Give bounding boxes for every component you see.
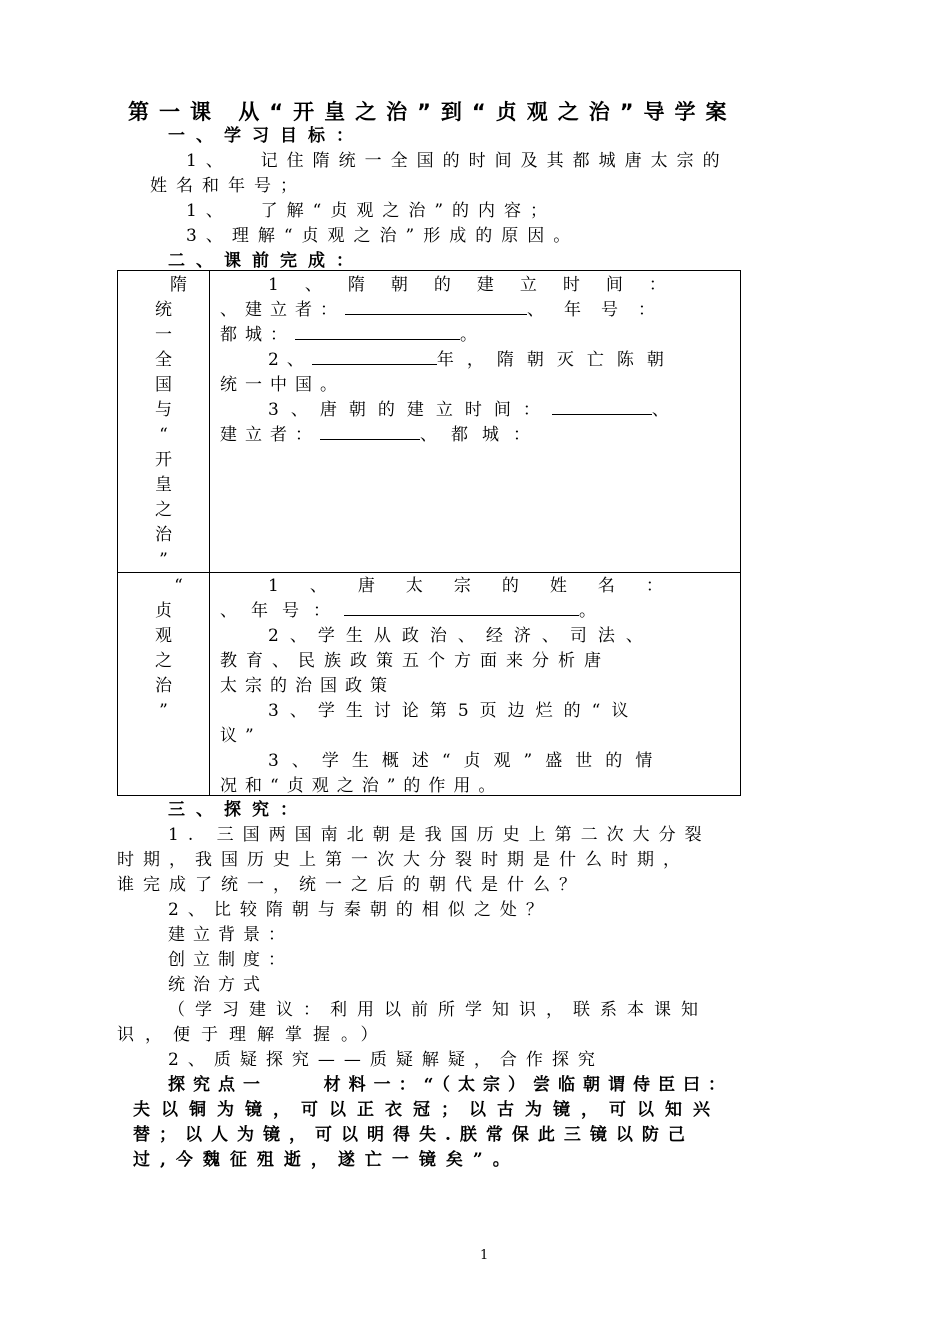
inquiry-line: 2、质疑探究——质疑解疑，合作探究 [168,1050,604,1070]
row2-line [220,599,720,624]
label-char: 开 [155,450,172,470]
label-char: 国 [155,375,172,395]
inquiry-line: 识，便于理解掌握。） [117,1025,389,1045]
row1-line [268,398,768,423]
field-label: 、都城： [420,425,544,445]
label-char: “ [159,425,168,445]
objective-line: 姓名和年号； [150,176,306,196]
inquiry-line: 谁完成了统一，统一之后的朝代是什么？ [117,875,585,895]
section3-heading: 三、探究： [168,800,308,820]
label-char: 皇 [155,475,172,495]
field-label: 建立者： [220,425,320,445]
field-label: 3、唐朝的建立时间： [268,400,552,420]
blank-year [312,348,437,365]
label-char: 观 [155,626,172,646]
page-number: 1 [480,1248,489,1263]
punct: 。 [579,601,604,621]
row1-line: 统一中国。 [220,375,345,395]
row2-line: 况和“贞观之治”的作用。 [220,776,504,796]
inquiry-line: 2、比较隋朝与秦朝的相似之处？ [168,900,552,920]
field-label: 年，隋朝灭亡陈朝 [436,350,677,370]
material-line: 替；以人为镜，可以明得失.朕常保此三镜以防己 [133,1125,694,1145]
row2-line: 1、唐太宗的姓名： [268,576,694,596]
blank-capital [295,323,460,340]
objective-line: 1、 记住隋统一全国的时间及其都城唐太宗的 [186,151,729,171]
section1-heading: 一、学习目标： [168,126,364,146]
row2-line: 教育、民族政策五个方面来分析唐 [220,651,610,671]
label-char: 与 [155,400,172,420]
row2-line: 3、学生概述“贞观”盛世的情 [268,751,666,771]
punct: 。 [460,325,485,345]
blank-tang-time [552,398,652,415]
pre-class-table [117,270,741,796]
label-char: 贞 [155,601,172,621]
row1-line [220,323,720,348]
row1-line [220,423,720,448]
inquiry-line: 1. 三国两国南北朝是我国历史上第二次大分裂 [168,825,711,845]
field-label: 、年号： [527,300,675,320]
blank-reign-title [344,599,579,616]
row2-line: 议” [220,726,262,746]
row1-line: 1、隋朝的建立时间： [268,275,692,295]
row2-line: 太宗的治国政策 [220,676,395,696]
label-char: 统 [155,300,172,320]
section2-heading: 二、课前完成： [168,251,364,271]
field-label: 、年号： [220,601,344,621]
field-label: 2、 [268,350,312,370]
label-char: 之 [155,500,172,520]
label-char: 全 [155,350,172,370]
blank-founder [345,298,527,315]
field-label: 、建立者： [220,300,345,320]
row1-line [220,298,720,323]
inquiry-line: 创立制度： [168,950,293,970]
label-char: 隋 [170,275,187,295]
label-char: ” [159,550,168,570]
blank-tang-founder [320,423,420,440]
row2-line: 2、学生从政治、经济、司法、 [268,626,654,646]
inquiry-line: 建立背景： [168,925,293,945]
material-line: 过,今魏征殂逝，遂亡一镜矣”。 [133,1150,520,1170]
label-char: 之 [155,651,172,671]
table-row-divider [118,572,740,573]
row2-label [118,574,209,724]
field-label: 都城： [220,325,295,345]
row1-label [118,273,209,573]
objective-line: 1、 了解“贞观之治”的内容； [186,201,557,221]
inquiry-line: 统治方式 [168,975,268,995]
label-char: 一 [155,325,172,345]
material-line: 探究点一 材料一：“（太宗）尝临朝谓侍臣曰： [168,1075,733,1095]
table-column-divider [209,271,210,795]
row1-line [268,348,768,373]
label-char: ” [159,701,168,721]
row2-line: 3、学生讨论第5页边烂的“议 [268,701,640,721]
inquiry-line: 时期，我国历史上第一次大分裂时期是什么时期， [117,850,689,870]
label-char: 治 [155,525,172,545]
inquiry-line: （学习建议：利用以前所学知识，联系本课知 [168,1000,708,1020]
page-title: 第一课 从“开皇之治”到“贞观之治”导学案 [128,100,737,124]
objective-line: 3、理解“贞观之治”形成的原因。 [186,226,580,246]
label-char: “ [174,576,183,596]
label-char: 治 [155,676,172,696]
punct: 、 [651,400,677,420]
material-line: 夫以铜为镜，可以正衣冠；以古为镜，可以知兴 [133,1100,721,1120]
